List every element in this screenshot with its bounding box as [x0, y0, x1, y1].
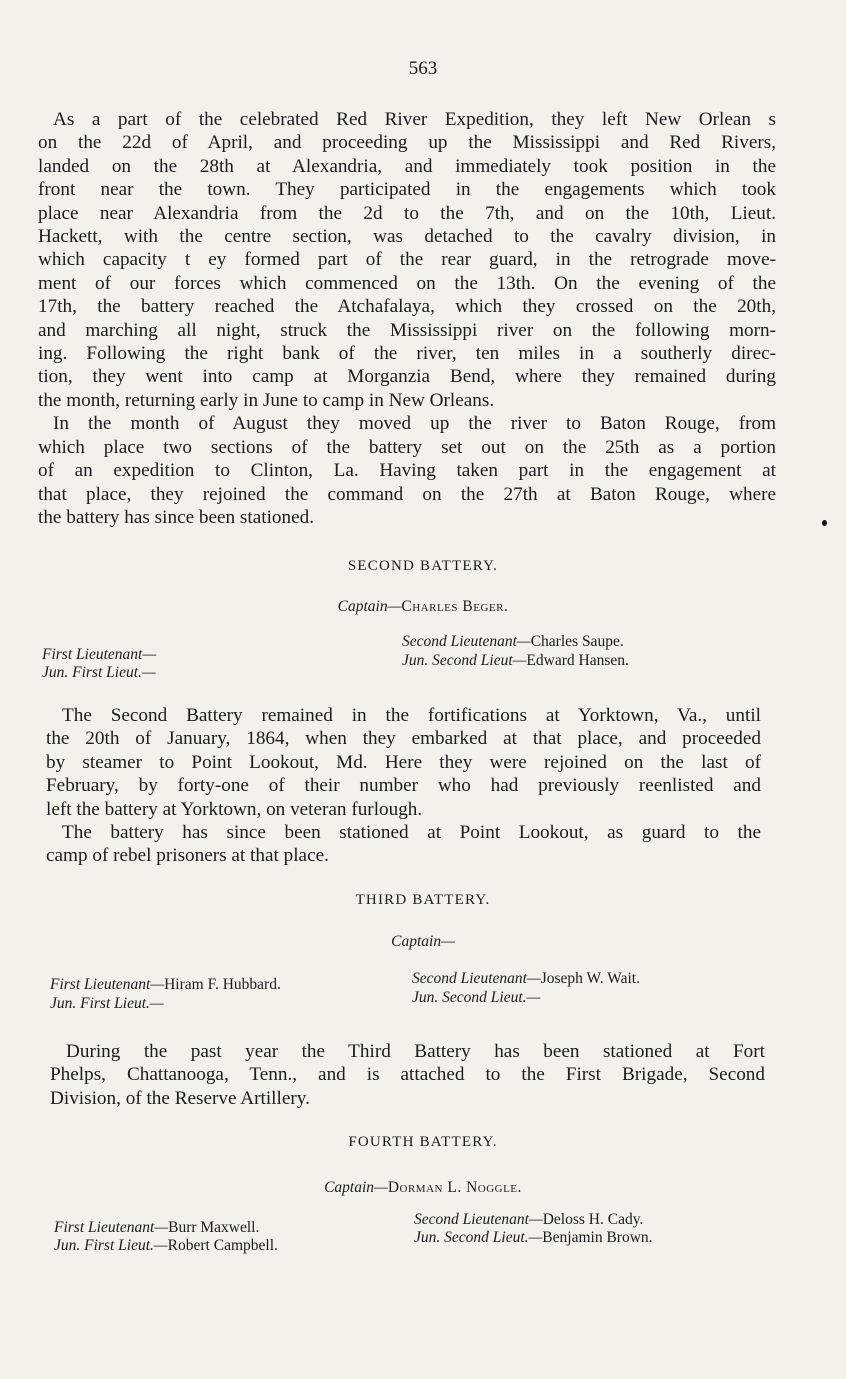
text-line: that place, they rejoined the command on the 27th at Baton Rouge, where	[38, 483, 776, 505]
text-line: front near the town. They participated in the engagements which took	[38, 179, 776, 201]
third-battery-first-lieutenant: First Lieutenant—Hiram F. Hubbard.	[50, 976, 281, 993]
text-line: place near Alexandria from the 2d to the 7th, and on the 10th, Lieut.	[38, 202, 776, 224]
fourth-battery-first-lieutenant: First Lieutenant—Burr Maxwell.	[54, 1219, 260, 1236]
text-line: ing. Following the right bank of the river, ten miles in a southerly direc-	[38, 343, 776, 365]
third-battery-heading: THIRD BATTERY.	[355, 892, 491, 908]
fourth-battery-captain	[0, 1179, 846, 1197]
second-battery-heading: SECOND BATTERY.	[347, 558, 499, 574]
fourth-battery-heading: FOURTH BATTERY.	[348, 1134, 498, 1150]
text-line: February, by forty-one of their number who had previously reenlisted and	[46, 775, 761, 797]
ink-dot	[822, 520, 827, 526]
fourth-battery-second-lieutenant: Second Lieutenant—Deloss H. Cady.	[414, 1211, 644, 1228]
text-line: which capacity t ey formed part of the rear guard, in the retrograde move-	[38, 249, 776, 271]
text-line: In the month of August they moved up the river to Baton Rouge, from	[53, 413, 776, 435]
text-line: Hackett, with the centre section, was detached to the cavalry division, in	[38, 226, 776, 248]
text-line: the battery has since been stationed.	[38, 506, 314, 528]
fourth-battery-jun-second-lieut: Jun. Second Lieut.—Benjamin Brown.	[414, 1229, 653, 1246]
text-line: Division, of the Reserve Artillery.	[50, 1087, 310, 1109]
text-line: ment of our forces which commenced on the 13th. On the evening of the	[38, 272, 776, 294]
second-battery-jun-second-lieut: Jun. Second Lieut—Edward Hansen.	[402, 652, 629, 669]
text-line: During the past year the Third Battery has been stationed at Fort	[66, 1041, 765, 1062]
text-line: the 20th of January, 1864, when they embarked at that place, and proceeded	[46, 728, 761, 750]
text-line: As a part of the celebrated Red River Expedition, they left New Orlean s	[53, 109, 776, 130]
third-battery-second-lieutenant: Second Lieutenant—Joseph W. Wait.	[412, 970, 640, 987]
text-line: and marching all night, struck the Mississippi river on the following morn-	[38, 319, 776, 341]
text-line: Phelps, Chattanooga, Tenn., and is attached to the First Brigade, Second	[50, 1064, 765, 1086]
third-battery-captain	[0, 933, 846, 951]
fourth-battery-jun-first-lieut: Jun. First Lieut.—Robert Campbell.	[54, 1237, 278, 1254]
text-line: the month, returning early in June to camp in New Orleans.	[38, 389, 495, 411]
page-number: 563	[408, 58, 438, 79]
intro-paragraph	[38, 108, 776, 529]
text-line: The battery has since been stationed at Point Lookout, as guard to the	[62, 822, 761, 844]
text-line: tion, they went into camp at Morganzia Bend, where they remained during	[38, 366, 776, 388]
captain-label: Captain—	[337, 598, 402, 615]
text-line: of an expedition to Clinton, La. Having taken part in the engagement at	[38, 460, 776, 482]
second-battery-captain	[0, 598, 846, 616]
text-line: which place two sections of the battery set out on the 25th as a portion	[38, 436, 776, 458]
captain-name: Charles Beger.	[401, 598, 509, 615]
second-battery-first-lieutenant: First Lieutenant—	[42, 646, 157, 663]
second-battery-paragraph	[46, 704, 761, 868]
third-battery-jun-first-lieut: Jun. First Lieut.—	[50, 995, 164, 1012]
text-line: The Second Battery remained in the fortifications at Yorktown, Va., until	[62, 705, 761, 726]
text-line: by steamer to Point Lookout, Md. Here they were rejoined on the last of	[46, 751, 761, 773]
captain-name: Dorman L. Noggle.	[387, 1179, 522, 1196]
third-battery-paragraph	[50, 1040, 765, 1110]
text-line: landed on the 28th at Alexandria, and immediately took position in the	[38, 155, 776, 177]
third-battery-jun-second-lieut: Jun. Second Lieut.—	[412, 989, 541, 1006]
second-battery-jun-first-lieut: Jun. First Lieut.—	[42, 664, 156, 681]
text-line: 17th, the battery reached the Atchafalaya, which they crossed on the 20th,	[38, 296, 776, 318]
text-line: camp of rebel prisoners at that place.	[46, 845, 329, 867]
captain-label: Captain—	[391, 933, 455, 950]
text-line: on the 22d of April, and proceeding up the Mississippi and Red Rivers,	[38, 132, 776, 154]
captain-label: Captain—	[324, 1179, 388, 1196]
text-line: left the battery at Yorktown, on veteran furlough.	[46, 798, 423, 820]
second-battery-second-lieutenant: Second Lieutenant—Charles Saupe.	[402, 633, 624, 650]
